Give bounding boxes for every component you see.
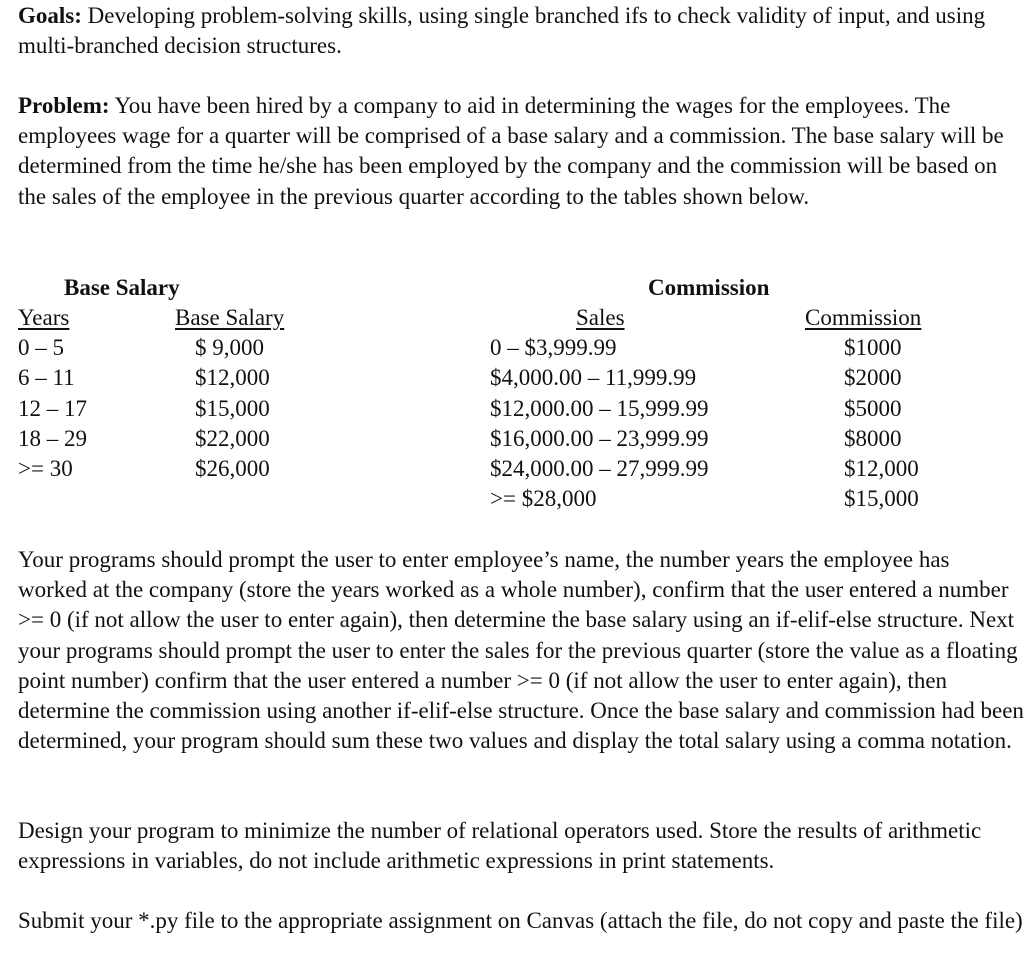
years-cell: 12 – 17: [18, 395, 87, 421]
goals-paragraph: [18, 1, 1022, 61]
goals-label: Goals:: [18, 3, 82, 28]
years-cell: 6 – 11: [18, 365, 75, 391]
base-salary-cell: $15,000: [195, 395, 270, 421]
sales-cell: >= $28,000: [490, 486, 597, 512]
commission-title: Commission: [648, 275, 770, 300]
design-paragraph: Design your program to minimize the number of relational operators used. Store the results of arithmetic expressions in variables, do not include arithmetic expressions in print statements.: [18, 818, 982, 874]
sales-cell: $24,000.00 – 27,999.99: [490, 456, 709, 482]
base-salary-title: Base Salary: [64, 275, 180, 300]
base-salary-cell: $22,000: [195, 425, 270, 451]
commission-cell: $8000: [844, 425, 902, 451]
base-salary-header: Base Salary: [175, 305, 285, 330]
goals-text: Developing problem-solving skills, using single branched ifs to check validity of input, and using multi-branched decision structures.: [18, 3, 986, 59]
submit-paragraph: Submit your *.py file to the appropriate assignment on Canvas (attach the file, do not copy and paste the file): [18, 908, 1023, 933]
years-column: [18, 303, 87, 484]
base-salary-column: [175, 303, 284, 484]
commission-column: [805, 303, 921, 514]
commission-cell: $5000: [844, 395, 902, 421]
years-cell: 0 – 5: [18, 335, 64, 361]
commission-cell: $2000: [844, 365, 902, 391]
sales-column: [490, 303, 709, 514]
sales-cell: $4,000.00 – 11,999.99: [490, 365, 697, 391]
years-cell: 18 – 29: [18, 425, 87, 451]
instructions-paragraph: Your programs should prompt the user to enter employee’s name, the number years the employee has worked at the company (store the years worked as a whole number), confirm that the user entered a number >= 0 (if not allow the user to enter again), then determine the base salary using an if-elif-else structure. Next your programs should prompt the user to enter the sales for the previous quarter (store the value as a floating point number) confirm that the user entered a number >= 0 (if not allow the user to enter again), then determine the commission using another if-elif-else structure. Once the base salary and commission had been determined, your program should sum these two values and display the total salary using a comma notation.: [18, 547, 1024, 754]
sales-header: Sales: [576, 305, 625, 330]
problem-paragraph: [18, 91, 1024, 212]
commission-header: Commission: [805, 305, 922, 330]
sales-cell: 0 – $3,999.99: [490, 335, 617, 361]
commission-cell: $12,000: [844, 456, 919, 482]
problem-text: You have been hired by a company to aid in determining the wages for the employees. The employees wage for a quarter will be comprised of a base salary and a commission. The base salary will be determined from the time he/she has been employed by the company and the commission will be based on the sales of the employee in the previous quarter according to the tables shown below.: [18, 93, 1004, 209]
base-salary-cell: $26,000: [195, 456, 270, 482]
sales-cell: $16,000.00 – 23,999.99: [490, 425, 709, 451]
base-salary-cell: $ 9,000: [195, 335, 264, 361]
commission-cell: $15,000: [844, 486, 919, 512]
years-cell: >= 30: [18, 456, 73, 482]
years-header: Years: [18, 305, 70, 330]
problem-label: Problem:: [18, 93, 110, 118]
commission-cell: $1000: [844, 335, 902, 361]
base-salary-cell: $12,000: [195, 365, 270, 391]
sales-cell: $12,000.00 – 15,999.99: [490, 395, 709, 421]
